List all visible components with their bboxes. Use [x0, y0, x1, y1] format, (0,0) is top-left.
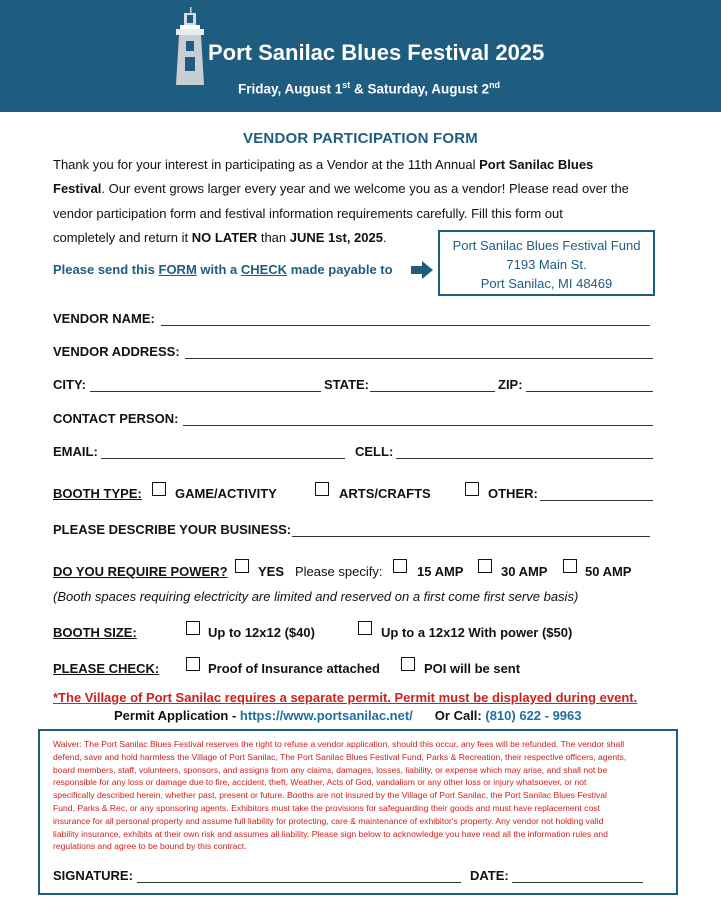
payee-address-box [438, 230, 655, 296]
contact-person-field[interactable] [183, 425, 653, 426]
other-label: OTHER: [488, 486, 538, 501]
vendor-name-field[interactable] [161, 325, 650, 326]
size-power-label: Up to a 12x12 With power ($50) [381, 625, 573, 640]
payee-street: 7193 Main St. [506, 257, 587, 272]
permit-phone: (810) 622 - 9963 [485, 708, 582, 723]
state-label: STATE: [324, 377, 370, 392]
amp50-label: 50 AMP [585, 564, 632, 579]
send-instruction: Please send this FORM with a CHECK made payable to [53, 262, 393, 277]
power-label: DO YOU REQUIRE POWER? [53, 564, 228, 579]
insurance-attached-label: Proof of Insurance attached [208, 661, 380, 676]
festival-dates: Friday, August 1st & Saturday, August 2nd [238, 80, 501, 97]
signature-label: SIGNATURE: [53, 868, 133, 883]
cell-label: CELL: [355, 444, 394, 459]
power-note: (Booth spaces requiring electricity are limited and reserved on a first come first serve basis) [53, 589, 579, 604]
game-activity-checkbox[interactable] [152, 482, 166, 496]
state-field[interactable] [370, 391, 495, 392]
form-title: VENDOR PARTICIPATION FORM [243, 130, 478, 147]
date-field[interactable] [512, 882, 643, 883]
insurance-attached-checkbox[interactable] [186, 657, 200, 671]
poi-sent-checkbox[interactable] [401, 657, 415, 671]
arts-crafts-label: ARTS/CRAFTS [339, 486, 431, 501]
power-specify-label: Please specify: [295, 564, 383, 579]
vendor-address-field[interactable] [185, 358, 653, 359]
intro-paragraph: Thank you for your interest in participating as a Vendor at the 11th Annual Port Sanilac Blues Festival. Our event grows larger every year and we welcome you as a vendor! Please read over the vendor participation form and festival information requirements carefully. Fill this form out completely and return it NO LATER than JUNE 1st, 2025. [53, 157, 629, 245]
describe-business-label: PLEASE DESCRIBE YOUR BUSINESS: [53, 522, 292, 537]
zip-field[interactable] [526, 391, 653, 392]
booth-size-label: BOOTH SIZE: [53, 625, 137, 640]
festival-title: Port Sanilac Blues Festival 2025 [208, 40, 545, 65]
vendor-address-label: VENDOR ADDRESS: [53, 344, 180, 359]
other-checkbox[interactable] [465, 482, 479, 496]
vendor-name-label: VENDOR NAME: [53, 311, 155, 326]
email-field[interactable] [101, 458, 345, 459]
size-basic-label: Up to 12x12 ($40) [208, 625, 315, 640]
email-label: EMAIL: [53, 444, 98, 459]
zip-label: ZIP: [498, 377, 523, 392]
city-field[interactable] [90, 391, 321, 392]
payee-city: Port Sanilac, MI 48469 [480, 276, 613, 291]
power-yes-checkbox[interactable] [235, 559, 249, 573]
other-field[interactable] [540, 500, 653, 501]
booth-type-label: BOOTH TYPE: [53, 486, 142, 501]
amp15-checkbox[interactable] [393, 559, 407, 573]
arrow-right-icon [411, 261, 433, 279]
payee-name: Port Sanilac Blues Festival Fund [452, 238, 641, 253]
cell-field[interactable] [396, 458, 653, 459]
size-basic-checkbox[interactable] [186, 621, 200, 635]
game-activity-label: GAME/ACTIVITY [175, 486, 277, 501]
contact-person-label: CONTACT PERSON: [53, 411, 179, 426]
amp30-checkbox[interactable] [478, 559, 492, 573]
amp30-label: 30 AMP [501, 564, 548, 579]
date-label: DATE: [470, 868, 509, 883]
amp50-checkbox[interactable] [563, 559, 577, 573]
arts-crafts-checkbox[interactable] [315, 482, 329, 496]
power-yes-label: YES [258, 564, 285, 579]
poi-sent-label: POI will be sent [424, 661, 521, 676]
lighthouse-icon [170, 5, 210, 87]
signature-field[interactable] [137, 882, 461, 883]
size-power-checkbox[interactable] [358, 621, 372, 635]
city-label: CITY: [53, 377, 86, 392]
permit-application-line: Permit Application - https://www.portsanilac.net/ Or Call: (810) 622 - 9963 [114, 708, 582, 723]
amp15-label: 15 AMP [417, 564, 464, 579]
describe-business-field[interactable] [292, 536, 650, 537]
waiver-text: Waiver: The Port Sanilac Blues Festival reserves the right to refuse a vendor application, should this occur, any fees will be refunded. The vendor shall defend, save and hold harmless the Village of Port Sanilac, The Port Sanilac Blues Festival Fund, Parks & Recreation, their respective officers, agents, board members, staff, volunteers, sponsors, and assigns from any claims, damages, losses, liability, or expense which may arise, and shall not be responsible for any loss or damage due to fire, accident, theft, Weather, Acts of God, vandalism or any other loss or injury whatsoever, or not specifically described herein, whether past, present or future. Booths are not insured by the Village of Port Sanilac, the Port Sanilac Blues Festival Fund, Parks & Rec, or any sponsoring agents. Exhibitors must take the provisions for safeguarding their goods and must have replacement cost insurance for all personal property and assume full liability for protecting, care & maintenance of exhibitor's property. Any vendor not holding valid liability insurance, exhibits at their own risk and assumes all liability. Please sign below to acknowledge you have read all the information rules and regulations and agree to be bound by this contract. [53, 739, 627, 852]
permit-url-link[interactable]: https://www.portsanilac.net/ [239, 708, 413, 723]
please-check-label: PLEASE CHECK: [53, 661, 160, 676]
permit-notice: *The Village of Port Sanilac requires a separate permit. Permit must be displayed during event. [53, 690, 638, 705]
